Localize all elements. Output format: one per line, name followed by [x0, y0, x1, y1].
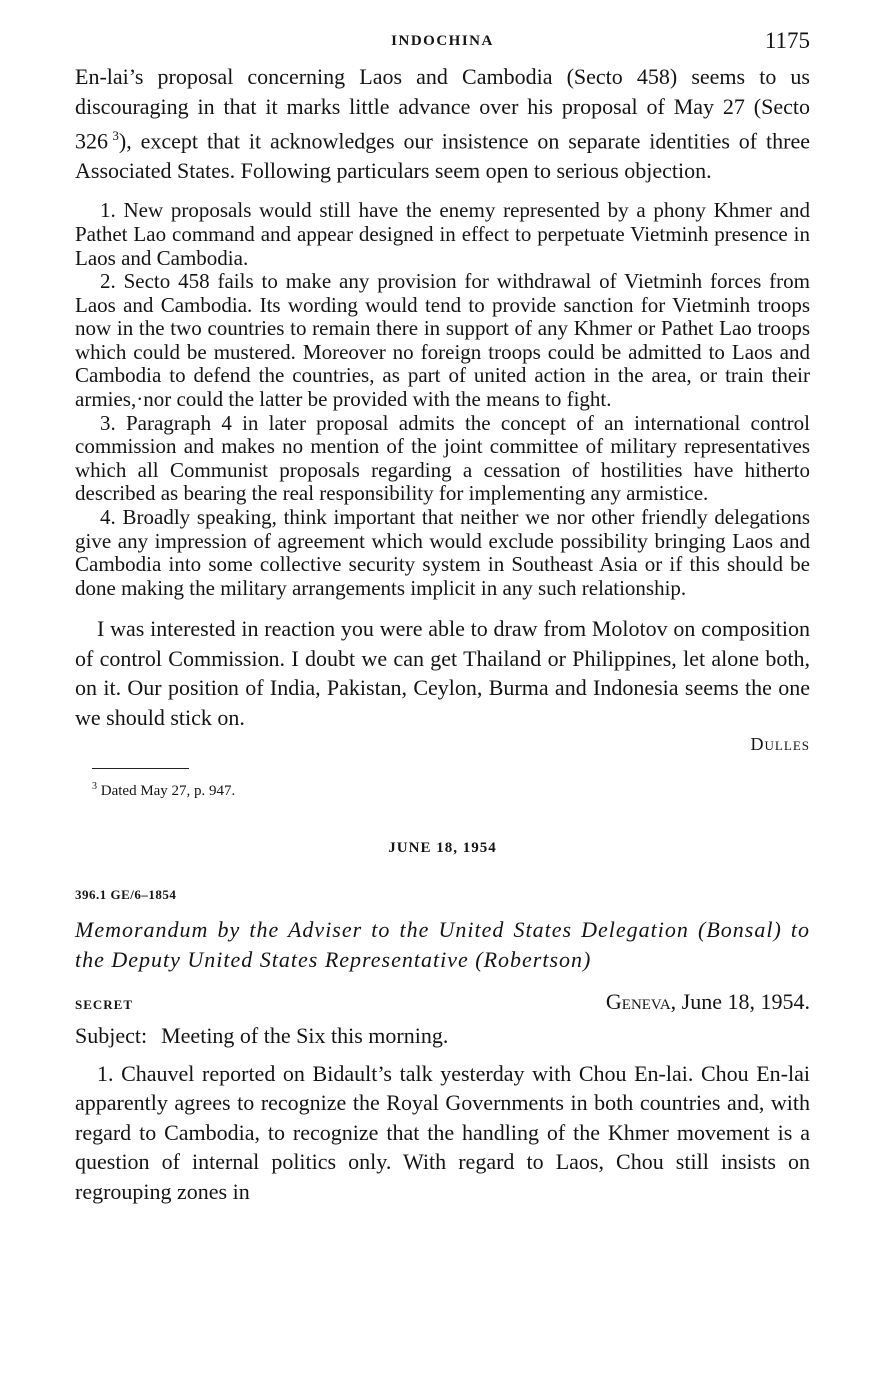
objection-item-3: 3. Paragraph 4 in later proposal admits the concept of an international control commission and makes no mention of the joint committee of military representatives which all Communist proposals regarding a cessation of hostilities have hitherto described as bearing the real responsibility for implementing any armistice. — [75, 410, 810, 506]
dateline-date: , June 18, 1954. — [670, 989, 810, 1015]
intro-text-end: ), except that it acknowledges our insistence on separate identities of three Associated States. Following particulars seem open to serious objection. — [75, 128, 810, 183]
footnote-text: Dated May 27, p. 947. — [100, 783, 236, 800]
footnote-divider — [92, 768, 189, 769]
memo-body-paragraph: 1. Chauvel reported on Bidault’s talk yesterday with Chou En-lai. Chou En-lai apparently agrees to recognize the Royal Governments in both countries and, with regard to Cambodia, to recognize that the handling of the Khmer movement is a question of internal politics only. With regard to Laos, Chou still insists on regrouping zones in — [75, 1060, 810, 1204]
subject-label: Subject: — [75, 1023, 148, 1049]
footnote-reference: 3 — [112, 128, 119, 143]
dateline-place: Geneva — [605, 989, 671, 1015]
date-heading: JUNE 18, 1954 — [388, 840, 497, 857]
document-title: Memorandum by the Adviser to the United States Delegation (Bonsal) to the Deputy United States Representative (Robertson) — [75, 917, 810, 973]
dateline — [606, 989, 810, 1015]
file-number: 396.1 GE/6–1854 — [75, 887, 177, 903]
telegram-closing-paragraph: I was interested in reaction you were able to draw from Molotov on composition of control Commission. I doubt we can get Thailand or Philippines, let alone both, on it. Our position of India, Pakistan, Ceylon, Burma and Indonesia seems the one we should stick on. — [75, 616, 810, 730]
running-title: INDOCHINA — [391, 33, 494, 49]
footnote — [92, 781, 810, 800]
subject-text: Meeting of the Six this morning. — [161, 1023, 449, 1049]
objection-list — [75, 199, 810, 600]
classification-label: SECRET — [75, 997, 134, 1013]
subject-line — [75, 1021, 810, 1051]
telegram-intro-paragraph — [75, 62, 810, 185]
signature: Dulles — [750, 734, 810, 755]
objection-item-4: 4. Broadly speaking, think important that neither we nor other friendly delegations give any impression of agreement which would exclude possibility bringing Laos and Cambodia into some collective security system in Southeast Asia or if this should be done making the military arrangements implicit in any such relationship. — [75, 505, 810, 600]
intro-text-start: En-lai’s proposal concerning Laos and Cambodia (Secto 458) seems to us discouraging in that it marks little advance over his proposal of May 27 (Secto 326 — [75, 64, 810, 154]
objection-item-2: 2. Secto 458 fails to make any provision for withdrawal of Vietminh forces from Laos and Cambodia. Its wording would tend to provide sanction for Vietminh troops now in the two countries to remain there in support of any Khmer or Pathet Lao troops which could be mustered. Moreover no foreign troops could be admitted to Laos and Cambodia to defend the countries, as part of united action in the area, or train their armies,·nor could the latter be provided with the means to fight. — [75, 269, 810, 412]
dateline-row — [75, 987, 810, 1021]
page-number: 1175 — [764, 28, 810, 53]
running-header — [75, 28, 810, 62]
footnote-marker: 3 — [92, 781, 97, 793]
document-page — [75, 28, 810, 1206]
objection-item-1: 1. New proposals would still have the enemy represented by a phony Khmer and Pathet Lao command and appear designed in effect to perpetuate Vietminh presence in Laos and Cambodia. — [75, 198, 810, 270]
